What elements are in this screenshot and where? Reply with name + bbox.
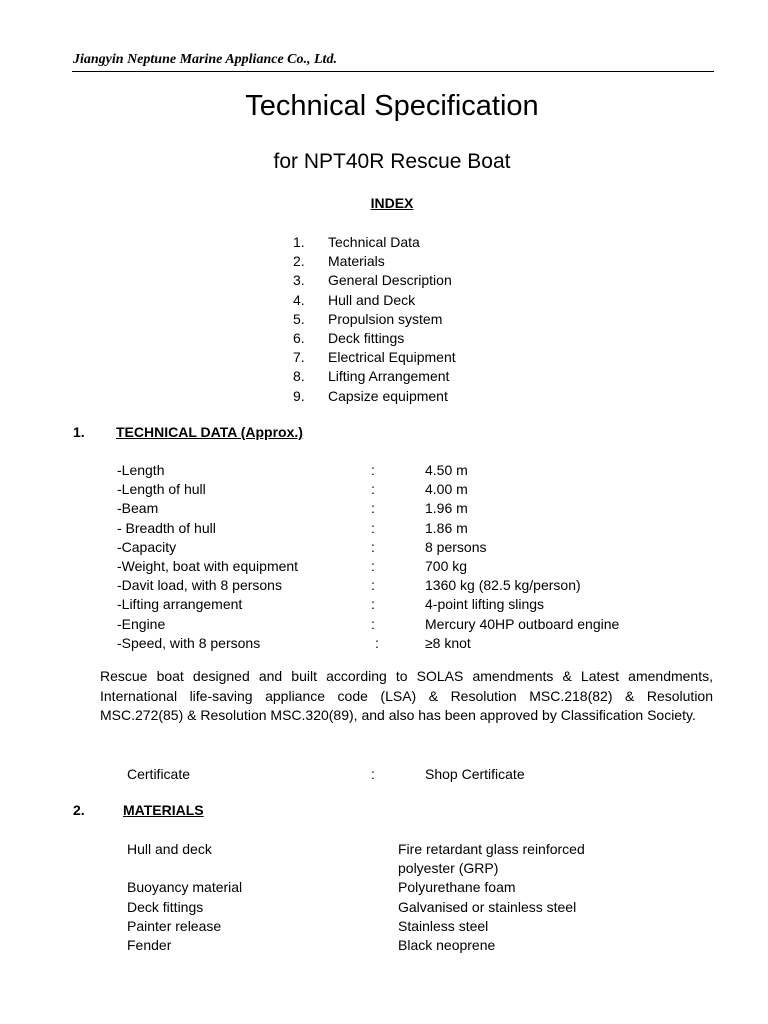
index-item-label: Materials — [328, 253, 385, 270]
spec-label: - Breadth of hull — [117, 519, 216, 536]
spec-value: 4.00 m — [425, 481, 468, 498]
spec-label: -Lifting arrangement — [117, 596, 243, 613]
material-row — [127, 840, 628, 878]
index-item-label: Hull and Deck — [328, 291, 416, 308]
materials-table — [127, 840, 628, 955]
section-2-title: MATERIALS — [123, 802, 204, 818]
certificate-label: Certificate — [127, 766, 191, 782]
material-label: Painter release — [127, 917, 222, 934]
spec-colon: : — [371, 519, 375, 536]
index-list — [293, 233, 456, 406]
material-label: Deck fittings — [127, 898, 204, 915]
spec-label: -Beam — [117, 500, 159, 517]
spec-label: -Speed, with 8 persons — [117, 634, 261, 651]
spec-colon: : — [371, 577, 375, 594]
material-label: Fender — [127, 937, 172, 954]
index-item-label: Deck fittings — [328, 329, 405, 346]
material-label: Hull and deck — [127, 841, 212, 857]
document-title: Technical Specification — [245, 90, 539, 122]
header-rule — [72, 71, 714, 72]
index-item — [293, 310, 456, 329]
spec-label: -Engine — [117, 615, 166, 632]
index-item — [293, 271, 456, 290]
section-1-title: TECHNICAL DATA (Approx.) — [116, 424, 303, 440]
certificate-row — [127, 765, 627, 785]
document-subtitle: for NPT40R Rescue Boat — [273, 150, 511, 173]
material-value: Black neoprene — [398, 937, 496, 954]
spec-label: -Length of hull — [117, 481, 206, 498]
spec-value: 4-point lifting slings — [425, 596, 545, 613]
spec-label: -Capacity — [117, 538, 177, 555]
material-value: Fire retardant glass reinforced polyester (GRP) — [398, 841, 585, 877]
index-item-label: Electrical Equipment — [328, 349, 456, 366]
spec-colon: : — [371, 500, 375, 517]
spec-value: 4.50 m — [425, 462, 468, 478]
material-value: Polyurethane foam — [398, 879, 516, 896]
index-item-number: 3. — [293, 272, 305, 289]
spec-colon: : — [371, 596, 375, 613]
spec-colon: : — [375, 634, 379, 651]
index-item-label: Technical Data — [328, 234, 420, 250]
index-item-number: 8. — [293, 368, 305, 385]
material-value: Stainless steel — [398, 917, 489, 934]
index-item-number: 9. — [293, 387, 305, 404]
spec-value: ≥8 knot — [425, 634, 471, 651]
index-heading: INDEX — [370, 195, 414, 211]
spec-value: 8 persons — [425, 538, 487, 555]
spec-colon: : — [371, 538, 375, 555]
index-item — [293, 291, 456, 310]
spec-label: -Weight, boat with equipment — [117, 557, 299, 574]
spec-colon: : — [371, 462, 375, 478]
spec-value: Mercury 40HP outboard engine — [425, 615, 620, 632]
index-item-label: Lifting Arrangement — [328, 368, 450, 385]
material-row — [127, 936, 628, 955]
index-item-number: 4. — [293, 291, 305, 308]
section-2-number: 2. — [73, 802, 85, 818]
spec-label: -Length — [117, 462, 165, 478]
index-item — [293, 252, 456, 271]
certificate-colon: : — [371, 766, 375, 782]
index-item-number: 5. — [293, 310, 305, 327]
index-item — [293, 367, 456, 386]
index-item-number: 7. — [293, 349, 305, 366]
spec-value: 1.86 m — [425, 519, 468, 536]
compliance-paragraph: Rescue boat designed and built according to SOLAS amendments & Latest amendments, International life-saving appliance code (LSA) & Resolution MSC.218(82) & Resolution MSC.272(85) & Resolution MSC.320(89), and also has been approved by Classification Society. — [100, 668, 713, 723]
section-2-heading — [73, 802, 204, 818]
index-item — [293, 387, 456, 406]
index-item — [293, 348, 456, 367]
spec-label: -Davit load, with 8 persons — [117, 577, 282, 594]
index-item-number: 6. — [293, 329, 305, 346]
certificate-value: Shop Certificate — [425, 766, 525, 782]
section-1-heading — [73, 424, 303, 440]
index-item — [293, 233, 456, 252]
material-value: Galvanised or stainless steel — [398, 898, 577, 915]
material-row — [127, 917, 628, 936]
spec-colon: : — [371, 557, 375, 574]
index-item-label: General Description — [328, 272, 452, 289]
spec-value: 700 kg — [425, 557, 468, 574]
material-row — [127, 898, 628, 917]
material-label: Buoyancy material — [127, 879, 243, 896]
spec-value: 1.96 m — [425, 500, 468, 517]
section-1-number: 1. — [73, 424, 85, 440]
index-item — [293, 329, 456, 348]
index-item-label: Capsize equipment — [328, 387, 448, 404]
material-row — [127, 878, 628, 897]
spec-colon: : — [371, 481, 375, 498]
index-item-number: 1. — [293, 234, 305, 250]
company-name: Jiangyin Neptune Marine Appliance Co., Ltd. — [73, 52, 337, 67]
spec-colon: : — [371, 615, 375, 632]
index-item-number: 2. — [293, 253, 305, 270]
index-item-label: Propulsion system — [328, 310, 443, 327]
spec-value: 1360 kg (82.5 kg/person) — [425, 577, 581, 594]
